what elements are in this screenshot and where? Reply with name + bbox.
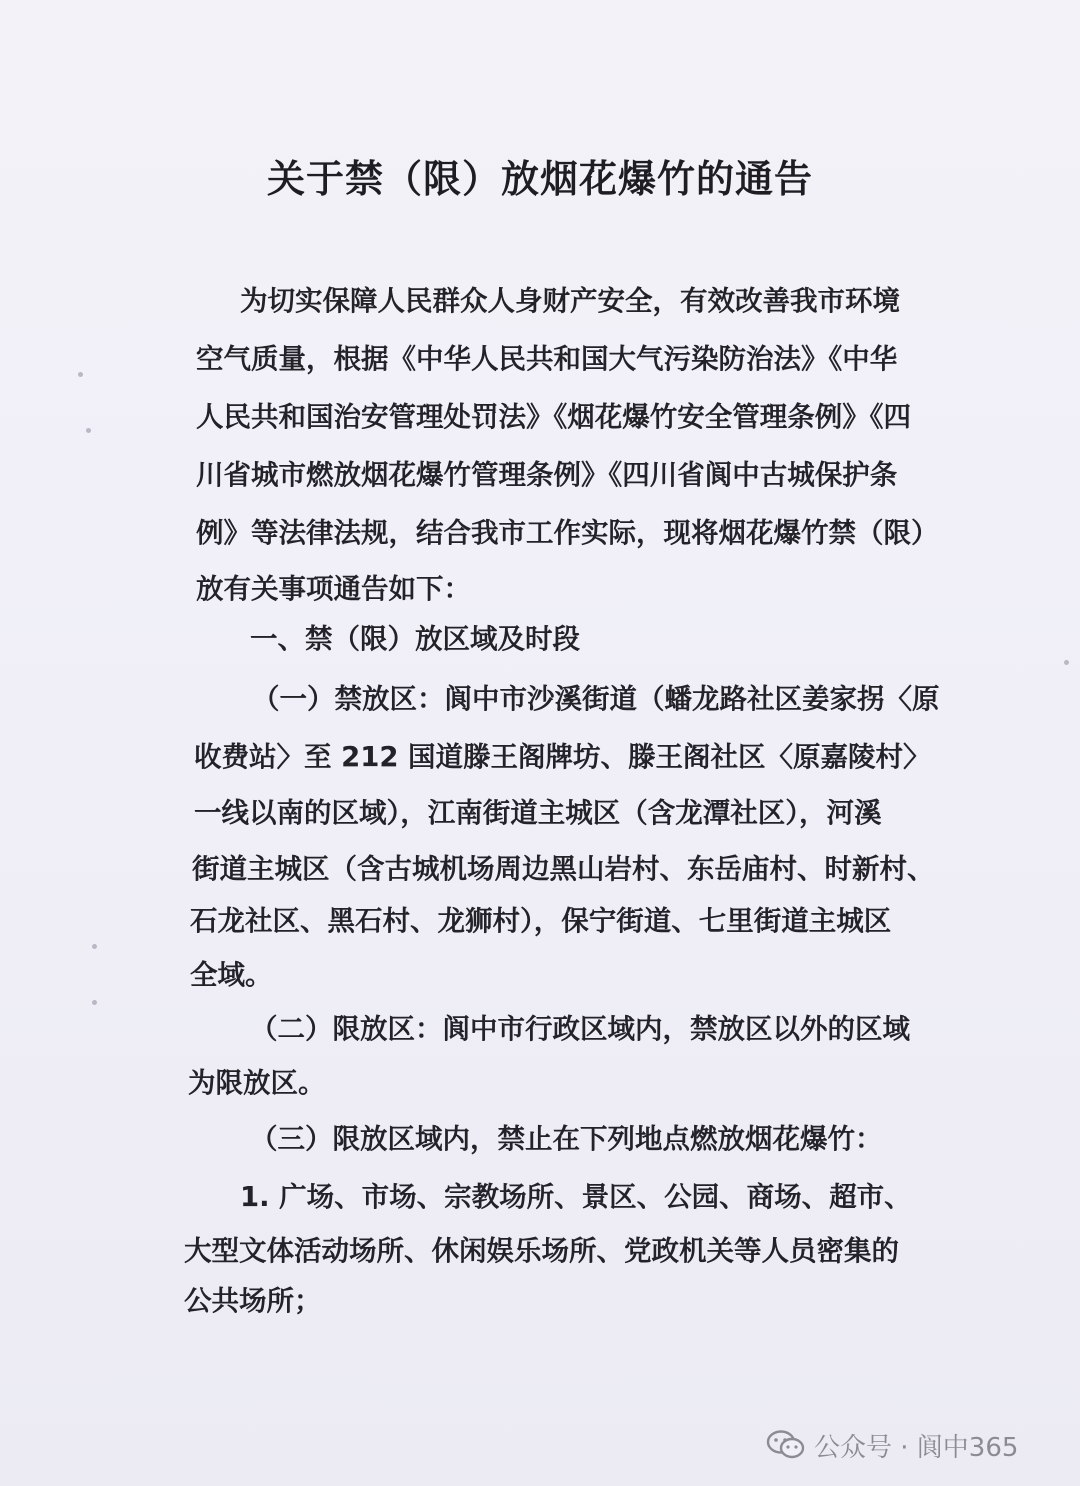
body-line: 为限放区。 [188,1067,326,1099]
body-line: （三）限放区域内，禁止在下列地点燃放烟花爆竹： [250,1123,883,1155]
paper-speck [1064,660,1069,665]
wechat-icon [766,1429,806,1461]
body-line: 1. 广场、市场、宗教场所、景区、公园、商场、超市、 [240,1181,912,1213]
body-line: （一）禁放区：阆中市沙溪街道（蟠龙路社区姜家拐〈原 [252,683,940,715]
section-heading: 一、禁（限）放区域及时段 [250,623,580,655]
notice-title: 关于禁（限）放烟花爆竹的通告 [266,157,813,201]
body-line: 一线以南的区域），江南街道主城区（含龙潭社区），河溪 [194,797,882,829]
body-line: 全域。 [190,959,273,991]
body-line: 川省城市燃放烟花爆竹管理条例》《四川省阆中古城保护条 [196,459,898,491]
body-line: 公共场所； [184,1285,322,1317]
binding-hole-mark [92,944,97,949]
binding-hole-mark [78,372,83,377]
body-line: 石龙社区、黑石村、龙狮村），保宁街道、七里街道主城区 [190,905,892,937]
watermark [766,1428,1018,1462]
body-line: 收费站〉至 212 国道滕王阁牌坊、滕王阁社区〈原嘉陵村〉 [194,741,931,773]
body-line: 大型文体活动场所、休闲娱乐场所、党政机关等人员密集的 [184,1235,899,1267]
body-line: 街道主城区（含古城机场周边黑山岩村、东岳庙村、时新村、 [192,853,935,885]
body-line: 例》等法律法规，结合我市工作实际，现将烟花爆竹禁（限） [196,517,939,549]
body-line: 放有关事项通告如下： [196,573,471,605]
binding-hole-mark [92,1000,97,1005]
body-line: （二）限放区：阆中市行政区域内，禁放区以外的区域 [250,1013,910,1045]
body-line: 为切实保障人民群众人身财产安全，有效改善我市环境 [240,285,900,317]
body-line: 人民共和国治安管理处罚法》《烟花爆竹安全管理条例》《四 [196,401,911,433]
body-line: 空气质量，根据《中华人民共和国大气污染防治法》《中华 [196,343,898,375]
watermark-text: 公众号 · 阆中365 [814,1432,1019,1463]
binding-hole-mark [86,428,91,433]
